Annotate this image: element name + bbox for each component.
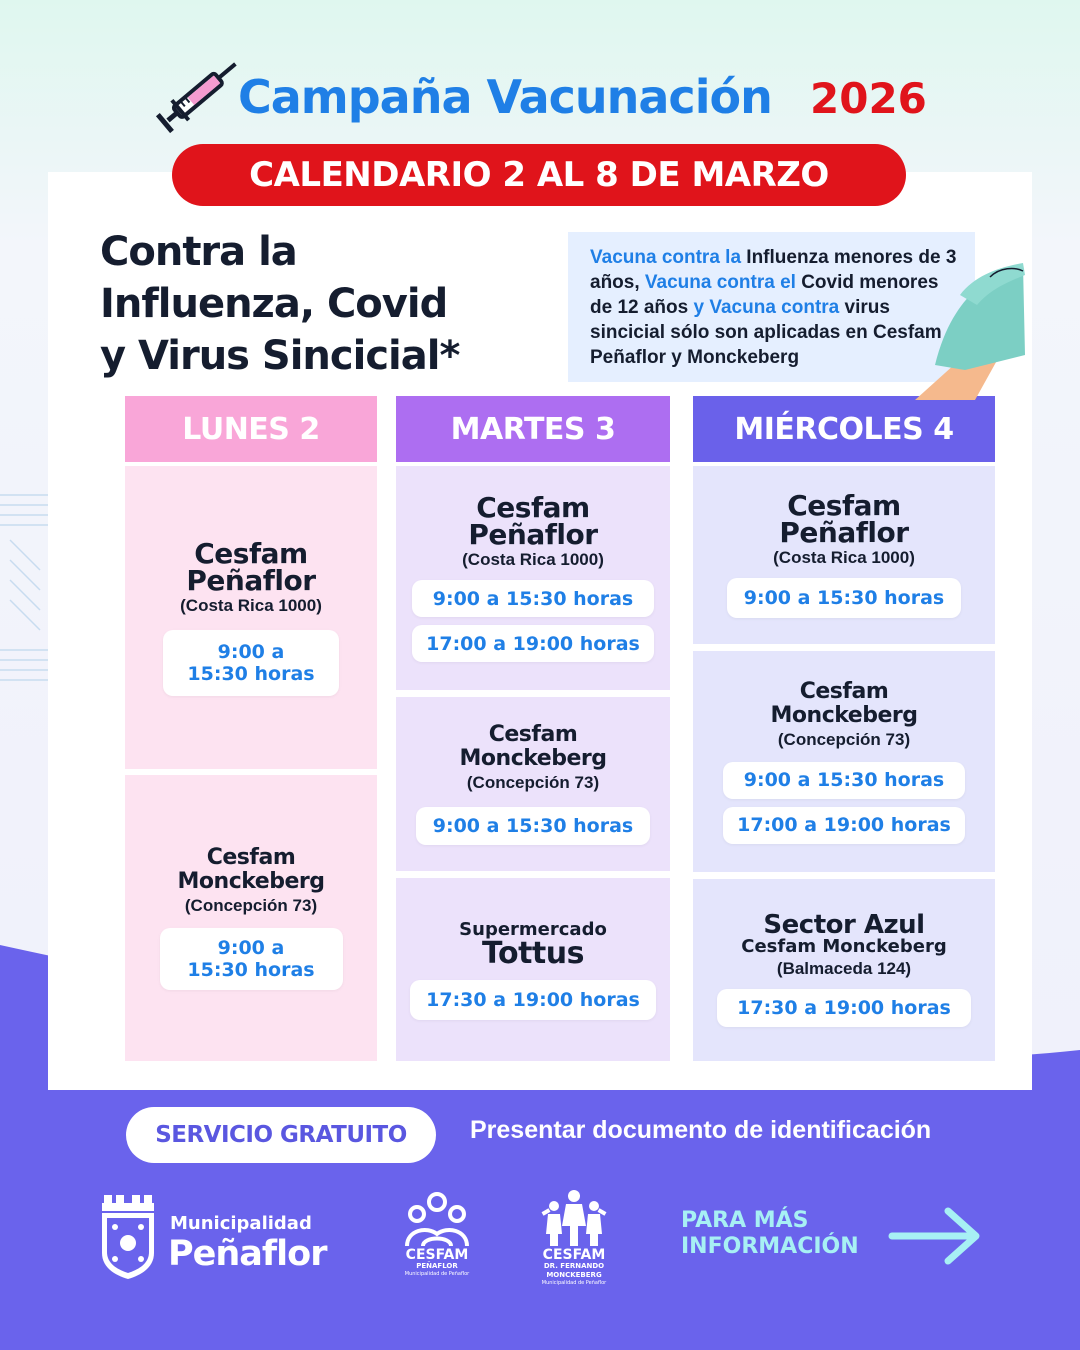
location-name-line: Cesfam bbox=[488, 722, 578, 747]
location-block bbox=[693, 466, 995, 644]
location-name-line: Monckeberg bbox=[177, 869, 325, 894]
location-address: (Costa Rica 1000) bbox=[773, 548, 915, 567]
hand-vaccine-illustration bbox=[905, 205, 1025, 400]
family-icon bbox=[399, 1190, 475, 1248]
municipality-name: Peñaflor bbox=[168, 1234, 327, 1274]
time-text: 15:30 horas bbox=[187, 662, 315, 685]
people-group-icon bbox=[540, 1188, 608, 1248]
location-name-line: Peñaflor bbox=[779, 516, 909, 549]
campaign-year: 2026 bbox=[810, 74, 927, 123]
location-name bbox=[741, 910, 947, 957]
time-pill: 9:00 a 15:30 horas bbox=[723, 762, 965, 799]
location-name-line: Cesfam bbox=[194, 536, 308, 570]
day-header-martes: MARTES 3 bbox=[396, 396, 670, 462]
cesfam-subtitle: PEÑAFLOR bbox=[416, 1262, 458, 1270]
info-text-1: Vacuna contra la bbox=[590, 247, 742, 268]
time-pill bbox=[163, 630, 339, 696]
location-address: (Concepción 73) bbox=[184, 896, 318, 915]
location-block bbox=[125, 775, 377, 1061]
cesfam-small: Municipalidad de Peñaflor bbox=[541, 1280, 607, 1286]
location-name-line: Cesfam bbox=[799, 678, 889, 704]
location-name bbox=[186, 536, 316, 597]
time-pill: 9:00 a 15:30 horas bbox=[412, 580, 654, 617]
location-name bbox=[178, 846, 325, 894]
location-address: (Balmaceda 124) bbox=[776, 959, 912, 978]
location-address: (Concepción 73) bbox=[466, 773, 600, 792]
location-block bbox=[396, 466, 670, 690]
date-banner-text: CALENDARIO 2 AL 8 DE MARZO bbox=[249, 155, 829, 195]
heading-line-2: Influenza, Covid bbox=[100, 281, 448, 327]
campaign-title: Campaña Vacunación bbox=[238, 70, 772, 124]
decorative-lines bbox=[0, 490, 50, 690]
location-block bbox=[125, 466, 377, 769]
location-name-line: Tottus bbox=[482, 935, 584, 971]
time-pill: 17:00 a 19:00 horas bbox=[723, 807, 965, 844]
location-name-line: Peñaflor bbox=[468, 518, 598, 551]
heading-line-3: y Virus Sincicial* bbox=[100, 333, 460, 379]
location-name-line: Cesfam bbox=[206, 845, 296, 870]
info-text-3: Vacuna contra el bbox=[644, 272, 796, 293]
location-address: (Costa Rica 1000) bbox=[180, 595, 322, 615]
location-name-line: Cesfam bbox=[476, 491, 590, 524]
municipality-label: Municipalidad bbox=[170, 1213, 312, 1234]
id-note: Presentar documento de identificación bbox=[470, 1116, 932, 1144]
location-name bbox=[460, 723, 607, 771]
location-name bbox=[468, 491, 598, 551]
info-text-5: y Vacuna contra bbox=[693, 297, 840, 318]
cesfam-title: CESFAM bbox=[405, 1247, 469, 1263]
location-block bbox=[396, 878, 670, 1061]
more-info-line-1: PARA MÁS bbox=[681, 1208, 809, 1233]
location-block bbox=[693, 879, 995, 1061]
time-pill: 17:30 a 19:00 horas bbox=[410, 980, 656, 1020]
location-name-line: Cesfam Monckeberg bbox=[741, 936, 947, 957]
heading-line-1: Contra la bbox=[100, 229, 297, 275]
location-name-line: Sector Azul bbox=[763, 910, 925, 940]
location-name bbox=[771, 680, 918, 728]
location-name-line: Supermercado bbox=[459, 918, 607, 940]
cesfam-title: CESFAM bbox=[542, 1247, 606, 1263]
time-pill: 9:00 a 15:30 horas bbox=[416, 807, 650, 845]
time-text: 9:00 a bbox=[217, 640, 285, 663]
time-pill: 17:00 a 19:00 horas bbox=[412, 625, 654, 662]
time-text: 9:00 a bbox=[217, 937, 285, 959]
location-name bbox=[779, 489, 909, 549]
location-name bbox=[459, 918, 607, 971]
day-header-miercoles: MIÉRCOLES 4 bbox=[693, 396, 995, 462]
more-info-link[interactable] bbox=[681, 1208, 859, 1260]
info-text-6: virus sincicial sólo son aplicadas en Cesfam Peñaflor y Monckeberg bbox=[590, 297, 942, 368]
info-text-4: Covid menores de 12 años bbox=[590, 272, 939, 318]
main-heading bbox=[100, 226, 459, 382]
time-pill: 9:00 a 15:30 horas bbox=[727, 578, 961, 618]
location-address: (Costa Rica 1000) bbox=[462, 550, 604, 569]
location-name-line: Monckeberg bbox=[459, 746, 607, 771]
cesfam-small: Municipalidad de Peñaflor bbox=[404, 1271, 470, 1277]
syringe-icon bbox=[148, 48, 248, 140]
cesfam-monckeberg-logo bbox=[520, 1188, 628, 1287]
location-name-line: Monckeberg bbox=[770, 702, 918, 728]
more-info-line-2: INFORMACIÓN bbox=[681, 1234, 859, 1259]
cesfam-penaflor-logo bbox=[394, 1190, 480, 1278]
location-block bbox=[396, 697, 670, 871]
location-name-line: Peñaflor bbox=[186, 563, 316, 597]
date-banner bbox=[172, 144, 906, 206]
location-name-line: Cesfam bbox=[787, 489, 901, 522]
arrow-right-icon[interactable] bbox=[886, 1205, 984, 1267]
day-header-lunes: LUNES 2 bbox=[125, 396, 377, 462]
location-block bbox=[693, 651, 995, 872]
time-pill bbox=[160, 928, 343, 990]
location-address: (Concepción 73) bbox=[777, 729, 911, 749]
municipality-shield-icon bbox=[98, 1195, 158, 1279]
info-text-2: Influenza menores de 3 años, bbox=[590, 247, 957, 293]
time-text: 15:30 horas bbox=[187, 959, 315, 981]
free-service-badge: SERVICIO GRATUITO bbox=[126, 1107, 436, 1163]
cesfam-subtitle: DR. FERNANDO MONCKEBERG bbox=[543, 1262, 605, 1279]
time-pill: 17:30 a 19:00 horas bbox=[717, 989, 971, 1027]
